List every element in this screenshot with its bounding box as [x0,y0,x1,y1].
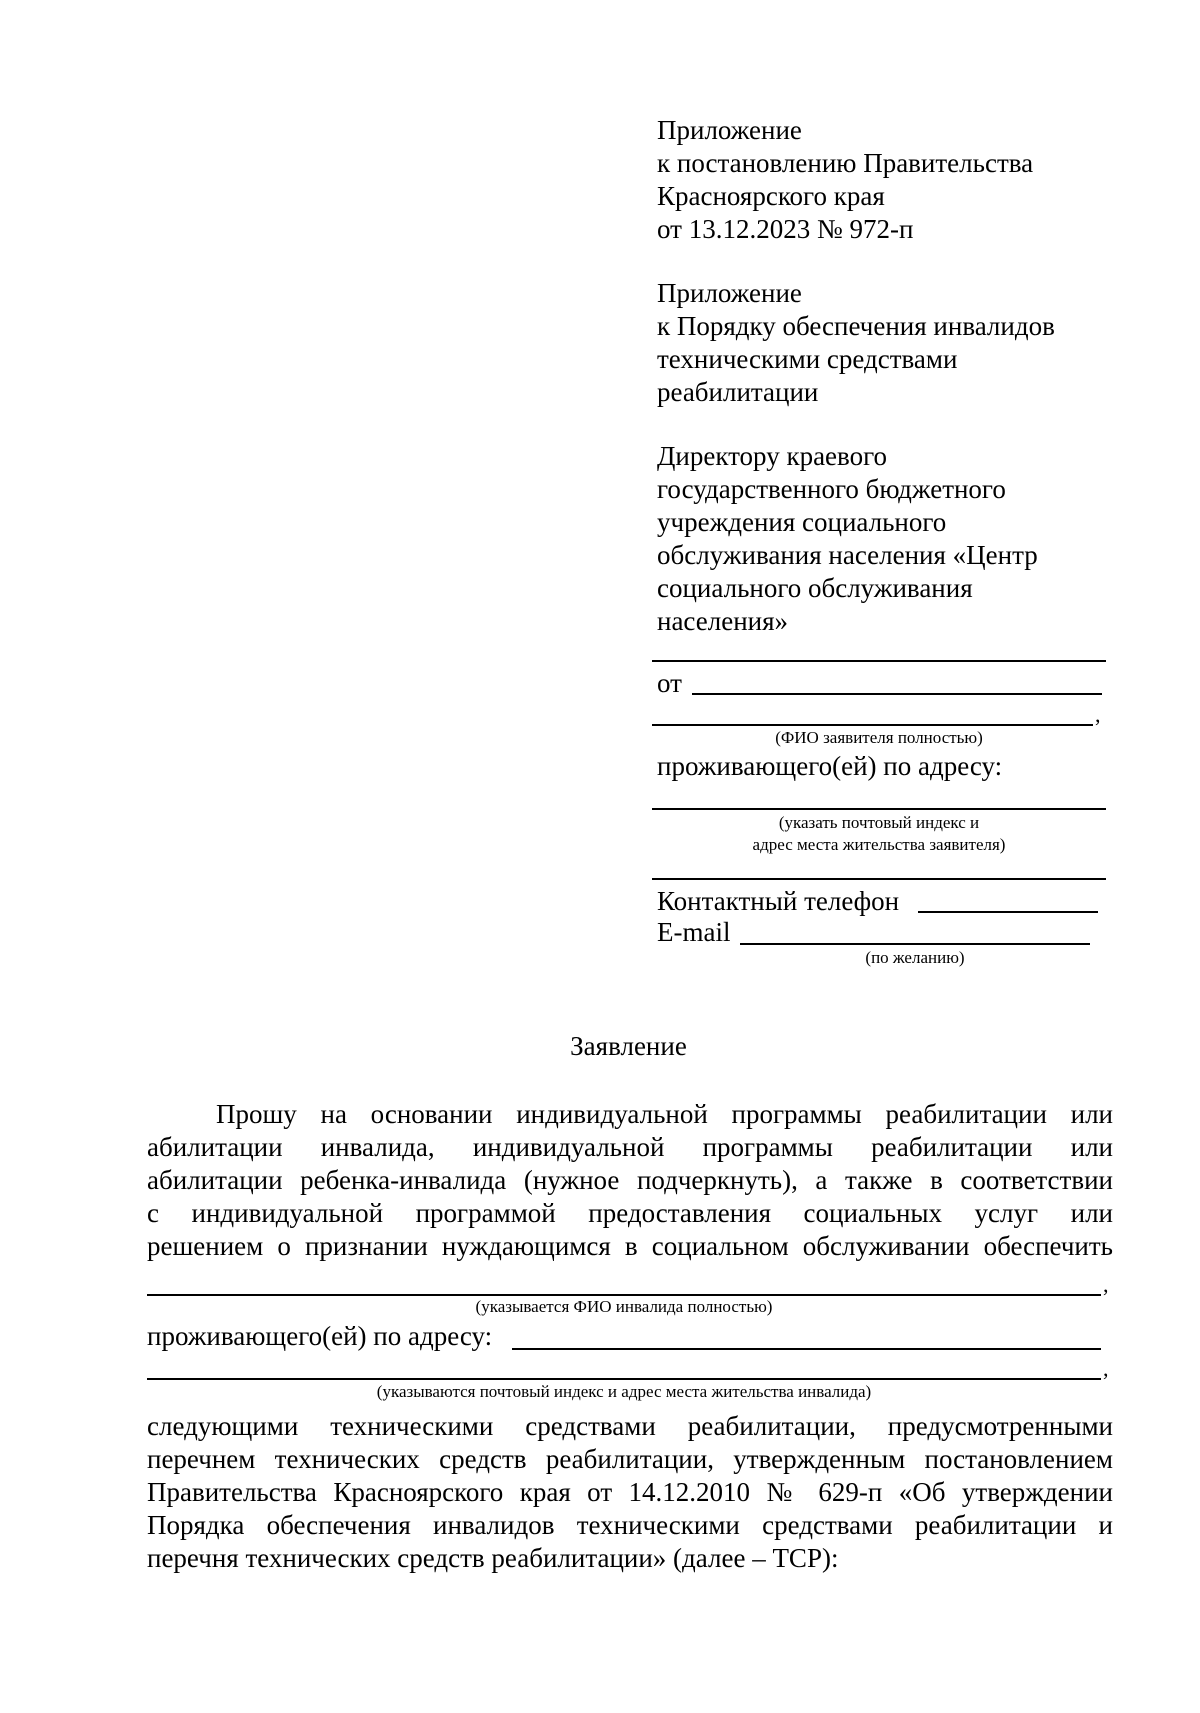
applicant-address-field-2[interactable] [652,878,1106,880]
header-line: к постановлению Правительства [657,148,1034,178]
paragraph-line: с индивидуальной программой предоставления социальных услуг или [147,1198,1113,1228]
header-line: реабилитации [657,377,819,407]
invalid-name-field[interactable] [147,1294,1101,1296]
paragraph-line: абилитации инвалида, индивидуальной программы реабилитации или [147,1132,1113,1162]
paragraph-line: следующими техническими средствами реабилитации, предусмотренными [147,1411,1113,1441]
invalid-address-field[interactable] [512,1348,1101,1350]
header-line: техническими средствами [657,344,958,374]
paragraph-line: решением о признании нуждающимся в социальном обслуживании обеспечить [147,1231,1113,1261]
invalid-address-caption: (указываются почтовый индекс и адрес места жительства инвалида) [376,1382,872,1401]
addressee-line: социального обслуживания [657,573,973,603]
addressee-line: государственного бюджетного [657,474,1006,504]
addressee-line: населения» [657,606,789,636]
paragraph-line: абилитации ребенка-инвалида (нужное подчеркнуть), а также в соответствии [147,1165,1113,1195]
applicant-address-field[interactable] [652,808,1106,810]
paragraph-line: Порядка обеспечения инвалидов техническими средствами реабилитации и [147,1510,1113,1540]
header-line: Приложение [657,115,802,145]
header-line: от 13.12.2023 № 972-п [657,214,914,244]
address-caption: (указать почтовый индекс и [778,813,980,832]
comma-mark: , [1103,1356,1109,1381]
phone-field[interactable] [918,911,1098,913]
header-line: к Порядку обеспечения инвалидов [657,311,1055,341]
addressee-line: учреждения социального [657,507,947,537]
addressee-line: обслуживания населения «Центр [657,540,1038,570]
phone-label: Контактный телефон [657,886,900,916]
fio-caption: (ФИО заявителя полностью) [775,728,983,747]
header-line: Приложение [657,278,802,308]
addressee-line: Директору краевого [657,441,888,471]
email-caption: (по желанию) [865,948,965,967]
paragraph-line: Правительства Красноярского края от 14.12.2010 № 629-п «Об утверждении [147,1477,1113,1507]
invalid-address-label: проживающего(ей) по адресу: [147,1321,493,1351]
applicant-name-field-2[interactable] [652,724,1093,726]
header-line: Красноярского края [657,181,885,211]
comma-mark: , [1103,1272,1109,1297]
invalid-address-field-2[interactable] [147,1378,1101,1380]
paragraph-line: перечнем технических средств реабилитации, утвержденным постановлением [147,1444,1113,1474]
address-label: проживающего(ей) по адресу: [657,751,1003,781]
comma-mark: , [1095,702,1101,727]
email-label: E-mail [657,917,731,947]
email-field[interactable] [740,943,1090,945]
from-label: от [657,668,682,698]
invalid-fio-caption: (указывается ФИО инвалида полностью) [475,1297,773,1316]
paragraph-line: Прошу на основании индивидуальной программы реабилитации или [216,1099,1113,1129]
paragraph-line: перечня технических средств реабилитации» (далее – ТСР): [147,1543,839,1573]
applicant-name-field[interactable] [692,693,1102,695]
blank-line[interactable] [652,660,1106,662]
document-title: Заявление [570,1031,687,1061]
address-caption: адрес места жительства заявителя) [752,835,1006,854]
